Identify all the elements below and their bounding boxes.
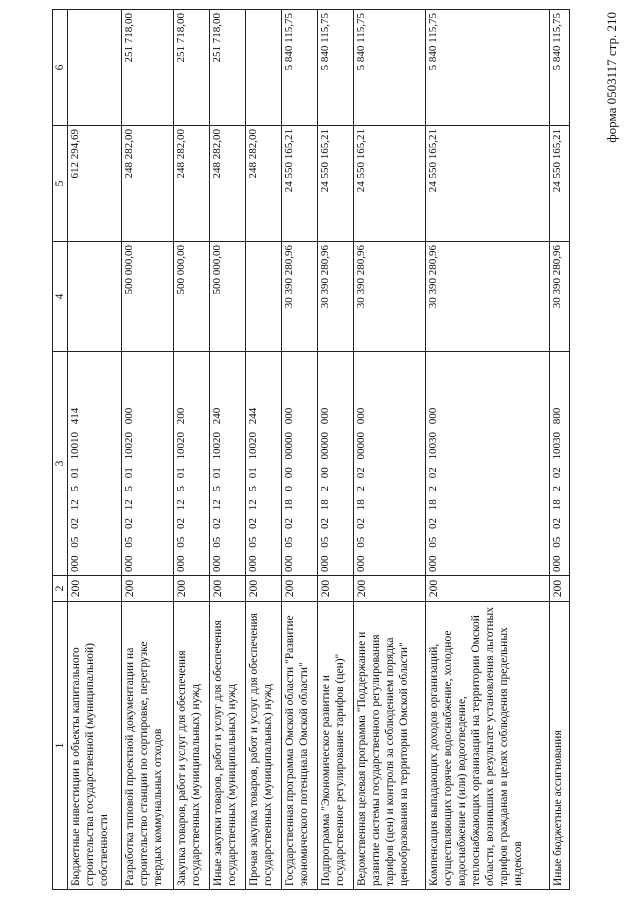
row-approved: 500 000,00 [122,242,174,352]
table-row [426,10,550,890]
row-unexecuted: 251 718,00 [210,10,246,126]
row-unexecuted [68,10,122,126]
header-col-3: 3 [53,352,68,576]
row-unexecuted [246,10,282,126]
row-line-code: 200 [122,576,174,602]
form-label: форма 0503117 стр. 210 [604,12,619,143]
row-name: Бюджетные инвестиции в объекты капитального строительства государственной (муниципальной) собственности [68,602,122,890]
row-line-code: 200 [174,576,210,602]
row-unexecuted: 5 840 115,75 [318,10,354,126]
header-col-2: 2 [53,576,68,602]
row-unexecuted: 5 840 115,75 [426,10,550,126]
budget-table [52,9,570,890]
row-executed: 248 282,00 [246,126,282,242]
row-budget-code: 000 05 02 12 5 01 10010 414 [68,352,122,576]
table-row [122,10,174,890]
row-name: Иные бюджетные ассигнования [550,602,570,890]
row-line-code: 200 [318,576,354,602]
table-row [246,10,282,890]
row-executed: 24 550 165,21 [318,126,354,242]
row-name: Компенсация выпадающих доходов организаций, осуществляющих горячее водоснабжение, холодное водоснабжение и (или) водоотведение, теплоснабжающих организаций на территории Омской области, возникших в результате установления льготных тарифов гражданам в целях соблюдения предельных индексов [426,602,550,890]
row-budget-code: 000 05 02 18 2 02 00000 000 [354,352,426,576]
row-approved [246,242,282,352]
row-name: Разработка типовой проектной документации на строительство станции по сортировке, перегрузке твердых коммунальных отходов [122,602,174,890]
table-row [282,10,318,890]
row-executed: 248 282,00 [174,126,210,242]
row-name: Иные закупки товаров, работ и услуг для обеспечения государственных (муниципальных) нужд [210,602,246,890]
table-row [174,10,210,890]
row-line-code: 200 [210,576,246,602]
row-budget-code: 000 05 02 18 2 00 00000 000 [318,352,354,576]
row-approved: 500 000,00 [210,242,246,352]
row-name: Подпрограмма "Экономическое развитие и государственное регулирование тарифов (цен)" [318,602,354,890]
header-row [53,10,68,890]
header-col-5: 5 [53,126,68,242]
table-row [210,10,246,890]
row-name: Ведомственная целевая программа "Поддержание и развитие системы государственного регулирования тарифов (цен) и контроля за соблюдением порядка ценообразования на территории Омской области" [354,602,426,890]
row-name: Закупка товаров, работ и услуг для обеспечения государственных (муниципальных) нужд [174,602,210,890]
row-name: Государственная программа Омской области "Развитие экономического потенциала Омской области" [282,602,318,890]
row-line-code: 200 [354,576,426,602]
table-row [318,10,354,890]
row-line-code: 200 [246,576,282,602]
row-executed: 24 550 165,21 [550,126,570,242]
row-line-code: 200 [282,576,318,602]
rotated-table-wrapper [52,10,612,890]
row-line-code: 200 [68,576,122,602]
row-executed: 24 550 165,21 [354,126,426,242]
row-approved: 30 390 280,96 [550,242,570,352]
row-budget-code: 000 05 02 12 5 01 10020 000 [122,352,174,576]
row-unexecuted: 5 840 115,75 [282,10,318,126]
row-budget-code: 000 05 02 18 0 00 00000 000 [282,352,318,576]
row-approved: 30 390 280,96 [426,242,550,352]
row-executed: 248 282,00 [122,126,174,242]
row-unexecuted: 5 840 115,75 [550,10,570,126]
row-budget-code: 000 05 02 12 5 01 10020 244 [246,352,282,576]
header-col-6: 6 [53,10,68,126]
row-budget-code: 000 05 02 12 5 01 10020 240 [210,352,246,576]
row-approved: 30 390 280,96 [354,242,426,352]
row-approved: 30 390 280,96 [282,242,318,352]
row-executed: 24 550 165,21 [426,126,550,242]
row-executed: 612 294,69 [68,126,122,242]
header-col-4: 4 [53,242,68,352]
table-row [354,10,426,890]
row-line-code: 200 [426,576,550,602]
row-approved: 30 390 280,96 [318,242,354,352]
row-approved [68,242,122,352]
table-row [550,10,570,890]
table-row [68,10,122,890]
row-unexecuted: 5 840 115,75 [354,10,426,126]
row-executed: 248 282,00 [210,126,246,242]
row-unexecuted: 251 718,00 [174,10,210,126]
row-approved: 500 000,00 [174,242,210,352]
row-executed: 24 550 165,21 [282,126,318,242]
row-line-code: 200 [550,576,570,602]
row-budget-code: 000 05 02 18 2 02 10030 000 [426,352,550,576]
row-budget-code: 000 05 02 18 2 02 10030 800 [550,352,570,576]
row-unexecuted: 251 718,00 [122,10,174,126]
row-name: Прочая закупка товаров, работ и услуг для обеспечения государственных (муниципальных) нужд [246,602,282,890]
row-budget-code: 000 05 02 12 5 01 10020 200 [174,352,210,576]
header-col-1: 1 [53,602,68,890]
